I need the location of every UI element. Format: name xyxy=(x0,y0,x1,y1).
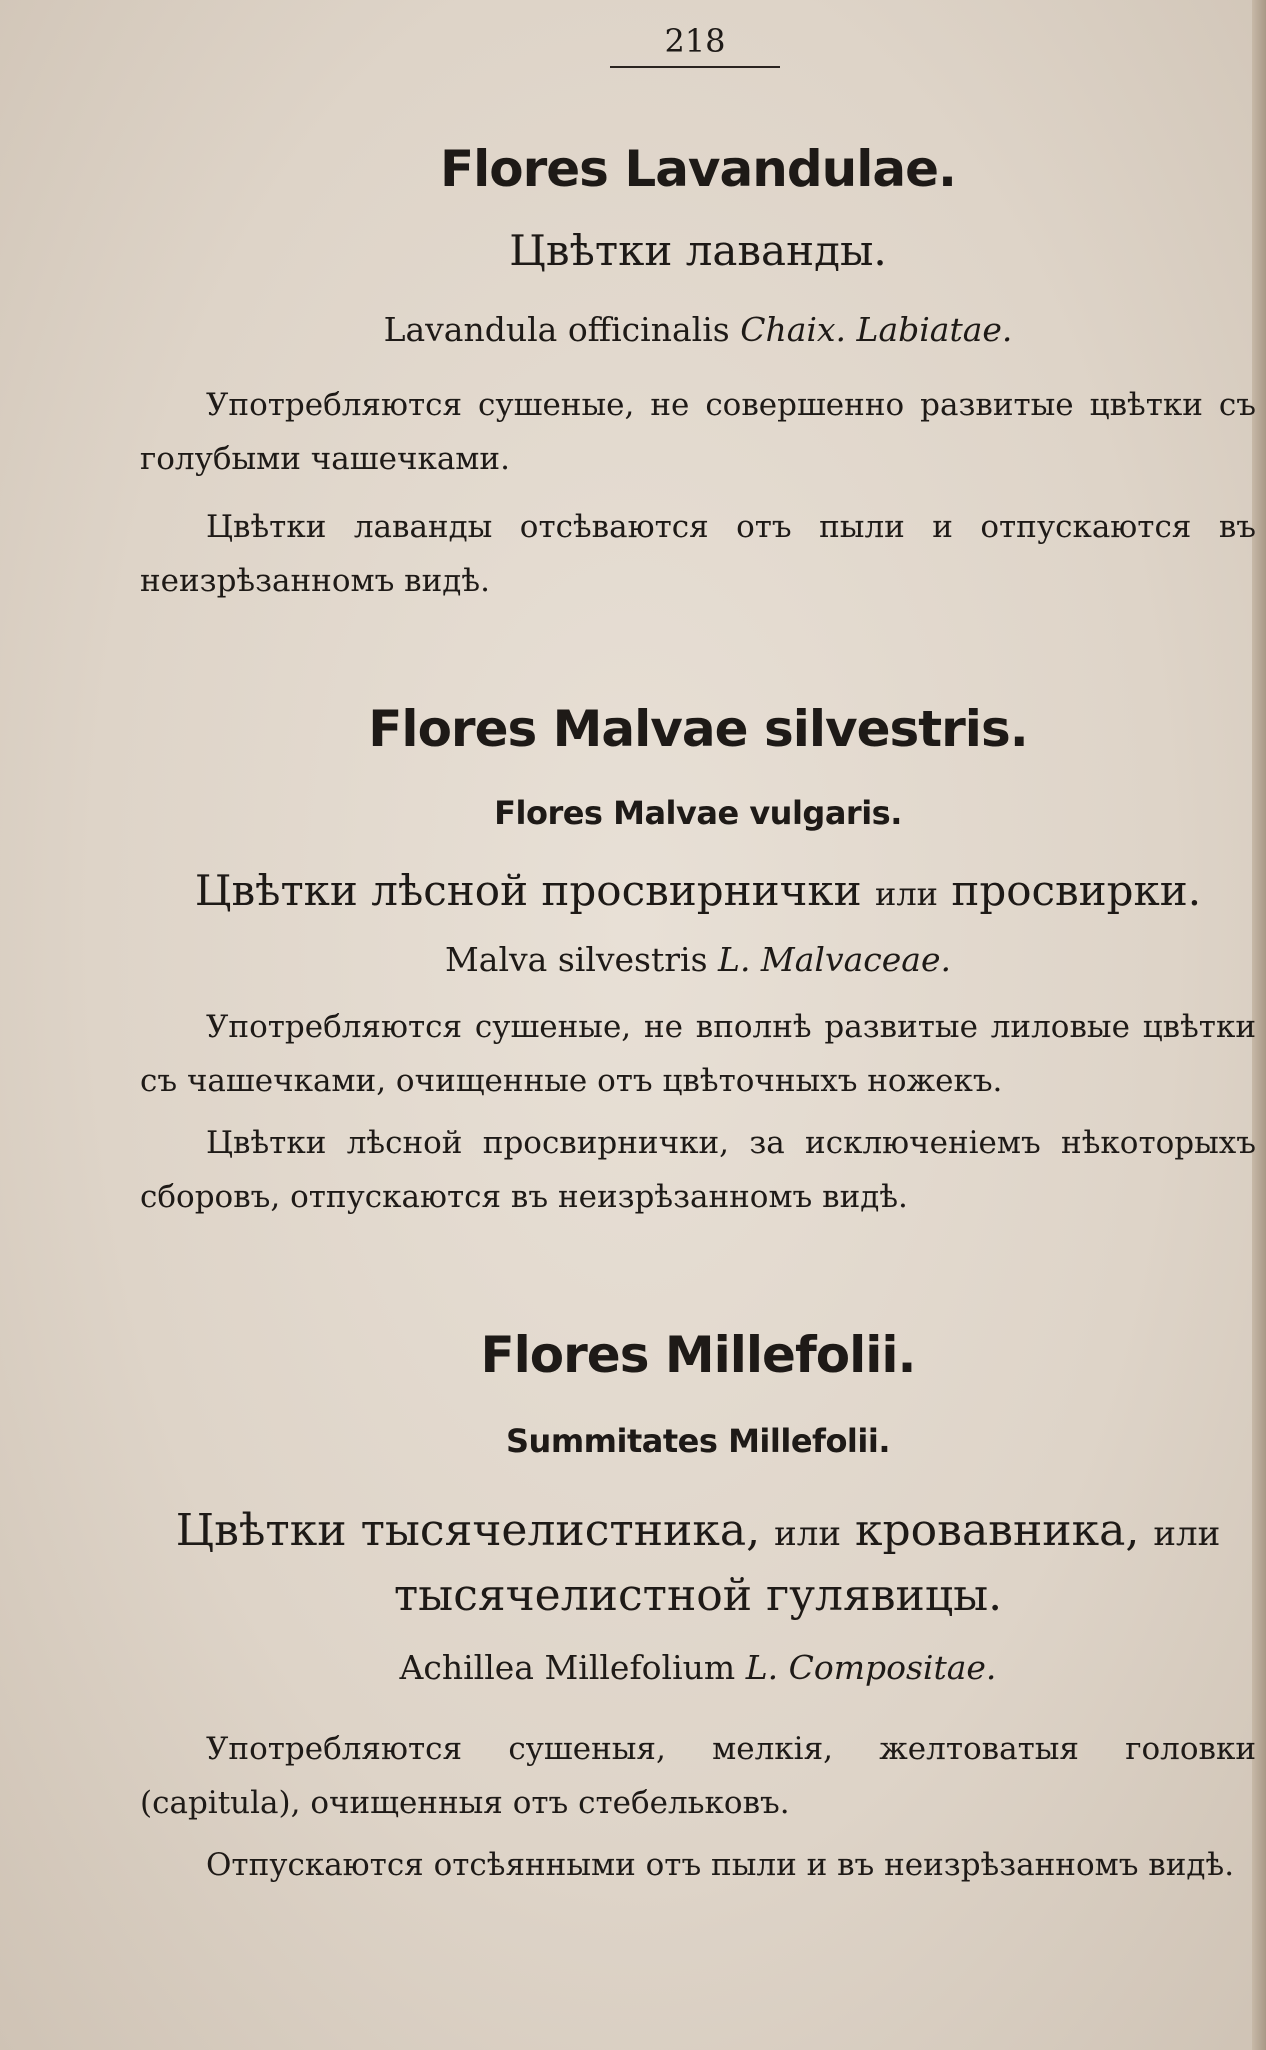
plant-author: L. Compositae. xyxy=(745,1648,997,1687)
russian-name-malvae xyxy=(140,866,1256,915)
section-title-lavandulae: Flores Lavandulae. xyxy=(439,140,957,198)
conjunction-or: или xyxy=(774,1514,842,1554)
plant-latin: Malva silvestris xyxy=(445,940,708,979)
russian-name-a: Цвѣтки тысячелистника, xyxy=(175,1505,761,1556)
plant-name-lavandulae xyxy=(140,310,1256,349)
plant-author: L. Malvaceae. xyxy=(718,940,951,979)
section-title-millefolii: Flores Millefolii. xyxy=(480,1326,916,1384)
russian-name-b: кровавника, xyxy=(855,1505,1140,1556)
russian-name-b: просвирки. xyxy=(951,866,1202,915)
page-number: 218 xyxy=(610,22,780,68)
plant-latin: Achillea Millefolium xyxy=(399,1648,736,1687)
section-body-millefolii xyxy=(140,1722,1256,1892)
paragraph: Отпускаются отсѣянными отъ пыли и въ неизрѣзанномъ видѣ. xyxy=(206,1847,1235,1883)
paragraph: Цвѣтки лѣсной просвирнички, за исключенiемъ нѣкоторыхъ сборовъ, отпускаются въ неизрѣзанномъ видѣ. xyxy=(140,1125,1256,1215)
plant-author: Chaix. Labiatae. xyxy=(740,310,1013,349)
section-title-malvae: Flores Malvae silvestris. xyxy=(368,700,1028,758)
plant-latin: Lavandula officinalis xyxy=(383,310,730,349)
plant-name-malvae xyxy=(140,940,1256,979)
paragraph: Цвѣтки лаванды отсѣваются отъ пыли и отпускаются въ неизрѣзанномъ видѣ. xyxy=(140,509,1256,599)
plant-name-millefolii xyxy=(140,1648,1256,1687)
russian-name-millefolii xyxy=(140,1500,1256,1627)
russian-name-a: Цвѣтки лѣсной просвирнички xyxy=(194,866,862,915)
russian-name-c: тысячелистной гулявицы. xyxy=(393,1570,1003,1621)
paragraph: Употребляются сушеные, не вполнѣ развитые лиловые цвѣтки съ чашечками, очищенные отъ цвѣточныхъ ножекъ. xyxy=(140,1009,1256,1099)
section-body-lavandulae xyxy=(140,378,1256,608)
russian-name-lavandulae: Цвѣтки лаванды. xyxy=(509,226,887,275)
synonym-millefolii: Summitates Millefolii. xyxy=(506,1422,890,1460)
conjunction-or: или xyxy=(875,875,938,913)
section-body-malvae xyxy=(140,1000,1256,1224)
paragraph: Употребляются сушеныя, мелкiя, желтоватыя головки (capitula), очищенныя отъ стебельковъ. xyxy=(140,1731,1256,1821)
conjunction-or: или xyxy=(1153,1514,1221,1554)
synonym-malvae: Flores Malvae vulgaris. xyxy=(494,794,902,832)
paragraph: Употребляются сушеные, не совершенно развитые цвѣтки съ голубыми чашечками. xyxy=(140,387,1256,477)
